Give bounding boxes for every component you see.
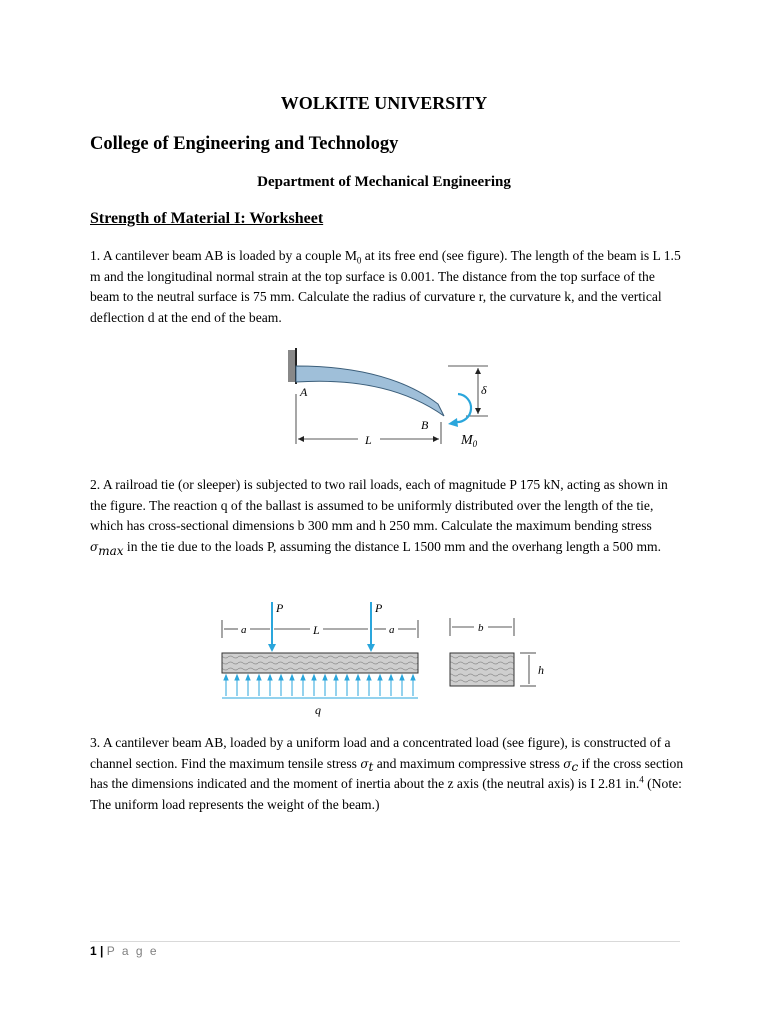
problem-1-text-a: 1. A cantilever beam AB is loaded by a couple M <box>90 248 357 263</box>
fixed-support-wall <box>288 350 296 382</box>
sigma-max-subscript: max <box>98 543 124 558</box>
worksheet-title: Strength of Material I: Worksheet <box>90 210 324 227</box>
footer-divider <box>90 941 680 942</box>
label-b: B <box>421 418 429 432</box>
sigma-max-symbol: σ <box>90 540 99 555</box>
label-a1: a <box>241 624 247 636</box>
ballast-reaction-arrows <box>222 675 418 698</box>
moment-arrowhead <box>448 418 458 427</box>
label-p2: P <box>375 601 383 615</box>
sigma-t-subscript: t <box>368 760 374 775</box>
department-title: Department of Mechanical Engineering <box>257 174 511 190</box>
railroad-tie <box>222 653 418 673</box>
problem-1-text <box>90 246 686 329</box>
problem-3-text <box>90 733 686 816</box>
sigma-t-symbol: σ <box>360 756 369 771</box>
label-a: A <box>300 385 308 399</box>
problem-3-text-d: (Note: The uniform load represents the weight of the beam.) <box>90 776 682 813</box>
curved-beam <box>296 366 444 416</box>
load-p2-arrowhead <box>367 644 375 652</box>
load-p1-arrowhead <box>268 644 276 652</box>
problem-3-text-b: and maximum compressive stress <box>373 755 564 771</box>
moment-arrow <box>456 394 471 422</box>
sigma-c-subscript: c <box>571 760 579 775</box>
problem-3-text-c: if the cross section has the dimensions indicated and the moment of inertia about the z axis (the neutral axis) is I 2.81 in. <box>90 755 684 792</box>
problem-3-superscript: 4 <box>639 774 644 785</box>
page-number: 1 <box>90 944 97 958</box>
label-q: q <box>315 703 321 717</box>
problem-2-text-b: in the tie due to the loads P, assuming the distance L 1500 mm and the overhang length a 500 mm. <box>123 539 661 555</box>
label-a2: a <box>389 624 395 636</box>
college-title: College of Engineering and Technology <box>90 134 399 154</box>
page-label: P a g e <box>106 944 159 958</box>
problem-2-text-a: 2. A railroad tie (or sleeper) is subjected to two rail loads, each of magnitude P 175 kN, acting as shown in the figure. The reaction q of the ballast is assumed to be uniformly distributed over the length of the tie, which has cross-sectional dimensions b 300 mm and h 250 mm. Calculate the maximum bending stress <box>90 477 668 534</box>
label-l: L <box>365 433 372 447</box>
problem-1-m-subscript: 0 <box>356 255 362 266</box>
tie-cross-section <box>450 653 514 686</box>
problem-1-text-b: at its free end (see figure). The length of the beam is L 1.5 m and the longitudinal normal strain at the top surface is 0.001. The distance from the top surface of the beam to the neutral surface is 75 mm. Calculate the radius of curvature r, the curvature k, and the vertical deflection d at the end of the beam. <box>90 248 681 326</box>
cantilever-figure <box>288 344 498 456</box>
label-b: b <box>478 622 484 634</box>
label-delta: δ <box>481 383 487 397</box>
university-title: WOLKITE UNIVERSITY <box>280 93 488 113</box>
label-m0: $M_0$ <box>461 433 478 449</box>
problem-2-text <box>90 475 686 558</box>
sigma-c-symbol: σ <box>563 756 572 771</box>
page-footer <box>90 944 159 958</box>
footer-separator: | <box>96 944 107 958</box>
label-p1: P <box>276 601 284 615</box>
railroad-tie-figure <box>218 600 558 720</box>
problem-3-text-a: 3. A cantilever beam AB, loaded by a uniform load and a concentrated load (see figure), is constructed of a channel section. Find the maximum tensile stress <box>90 735 671 771</box>
label-h: h <box>538 663 544 677</box>
label-l: L <box>313 623 320 637</box>
